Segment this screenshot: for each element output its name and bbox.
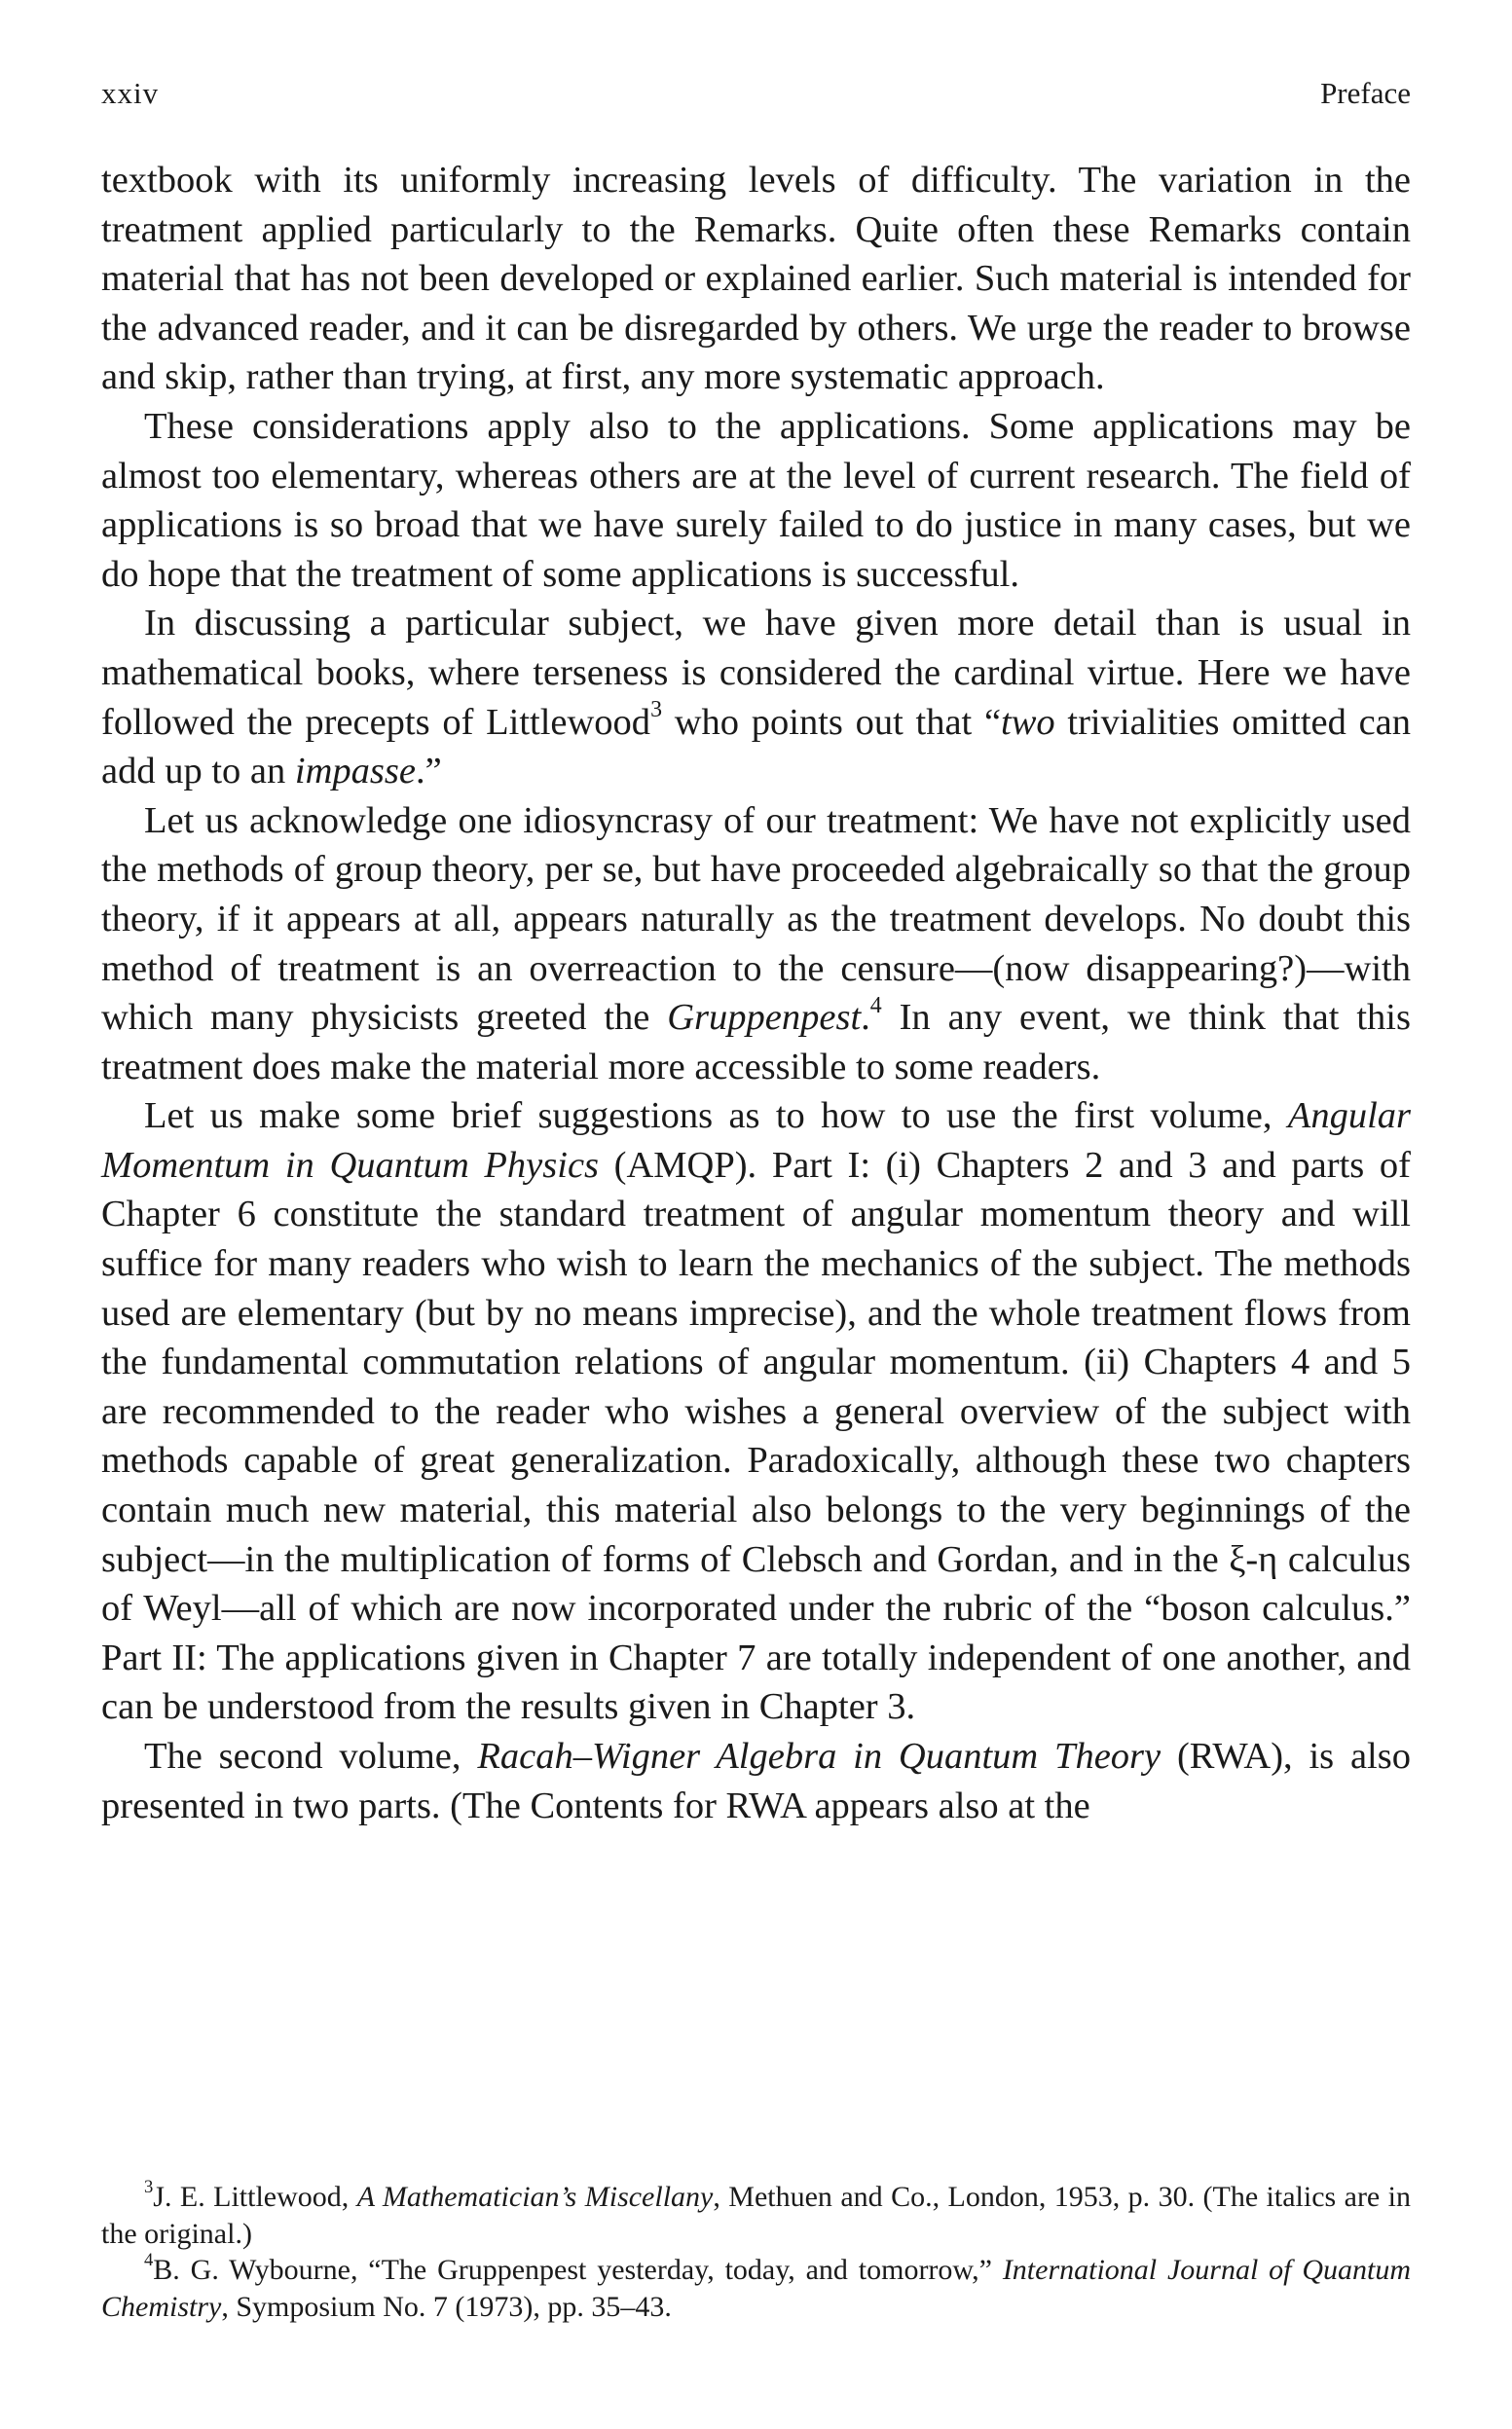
paragraph-text: who points out that “: [662, 701, 1002, 743]
book-title-italic: Angular Momentum in Quantum Physics: [101, 1095, 1411, 1186]
paragraph-text: Let us acknowledge one idiosyncrasy of our treatment: We have not explicitly used the methods of group theory, per se, but have proceeded algebraically so that the group theory, if it appears at all, appears naturally as the treatment develops. No doubt this method of treatment is an overreaction to the censure—(now disappearing?)—with which many physicists greeted the: [101, 799, 1411, 1039]
footnote-4: [101, 2252, 1411, 2325]
paragraph-text: .: [861, 997, 870, 1039]
paragraph-2: [101, 402, 1411, 599]
footnote-ref-4: 4: [869, 992, 882, 1018]
paragraph-text: .”: [415, 751, 442, 792]
running-title: Preface: [1320, 76, 1411, 110]
paragraph-text: textbook with its uniformly increasing levels of difficulty. The variation in the treatment applied particularly to the Remarks. Quite often these Remarks contain material that has not been developed or explained earlier. Such material is intended for the advanced reader, and it can be disregarded by others. We urge the reader to browse and skip, rather than trying, at first, any more systematic approach.: [101, 160, 1411, 398]
footnote-text: B. G. Wybourne, “The Gruppenpest yesterday, today, and tomorrow,”: [153, 2254, 1003, 2286]
paragraph-5: [101, 1091, 1411, 1732]
body-text: [101, 156, 1411, 1830]
footnote-3: [101, 2179, 1411, 2252]
paragraph-text: In discussing a particular subject, we have given more detail than is usual in mathematical books, where terseness is considered the cardinal virtue. Here we have followed the precepts of Littlewood: [101, 603, 1411, 743]
citation-title: International Journal of Quantum Chemistry: [101, 2254, 1411, 2323]
footnotes: [101, 2179, 1411, 2325]
paragraph-text: (AMQP). Part I: (i) Chapters 2 and 3 and parts of Chapter 6 constitute the standard treatment of angular momentum theory and will suffice for many readers who wish to learn the mechanics of the subject. The methods used are elementary (but by no means imprecise), and the whole treatment flows from the fundamental commutation relations of angular momentum. (ii) Chapters 4 and 5 are recommended to the reader who wishes a general overview of the subject with methods capable of great generalization. Paradoxically, although these two chapters contain much new material, this material also belongs to the very beginnings of the subject—in the multiplication of forms of Clebsch and Gordan, and in the ξ-η calculus of Weyl—all of which are now incorporated under the rubric of the “boson calculus.” Part II: The applications given in Chapter 7 are totally independent of one another, and can be understood from the results given in Chapter 3.: [101, 1144, 1411, 1728]
paragraph-3: [101, 599, 1411, 795]
footnote-mark: 4: [144, 2250, 154, 2271]
paragraph-text: The second volume,: [144, 1736, 478, 1777]
paragraph-4: [101, 796, 1411, 1092]
footnote-text: J. E. Littlewood,: [153, 2181, 357, 2213]
paragraph-text: These considerations apply also to the applications. Some applications may be almost too elementary, whereas others are at the level of current research. The field of applications is so broad that we have surely failed to do justice in many cases, but we do hope that the treatment of some applications is successful.: [101, 405, 1411, 595]
paragraph-text: (RWA), is also presented in two parts. (The Contents for RWA appears also at the: [101, 1736, 1411, 1826]
paragraph-1: [101, 156, 1411, 402]
page-number: xxiv: [101, 76, 160, 110]
footnote-text: , Symposium No. 7 (1973), pp. 35–43.: [221, 2290, 672, 2323]
paragraph-text: Let us make some brief suggestions as to how to use the first volume,: [144, 1095, 1288, 1137]
footnote-mark: 3: [144, 2177, 154, 2198]
footnote-ref-3: 3: [650, 697, 662, 723]
emphasis-text: two: [1001, 701, 1055, 743]
paragraph-text: trivialities omitted can add up to an: [101, 701, 1412, 792]
emphasis-text: Gruppenpest: [667, 997, 862, 1039]
emphasis-text: impasse: [294, 751, 416, 792]
running-header: [101, 76, 1411, 115]
citation-title: A Mathematician’s Miscellany: [356, 2181, 714, 2213]
footnote-text: , Methuen and Co., London, 1953, p. 30. (The italics are in the original.): [101, 2181, 1411, 2250]
paragraph-text: In any event, we think that this treatment does make the material more accessible to some readers.: [101, 997, 1411, 1087]
paragraph-6: [101, 1732, 1411, 1830]
book-title-italic: Racah–Wigner Algebra in Quantum Theory: [477, 1736, 1162, 1777]
